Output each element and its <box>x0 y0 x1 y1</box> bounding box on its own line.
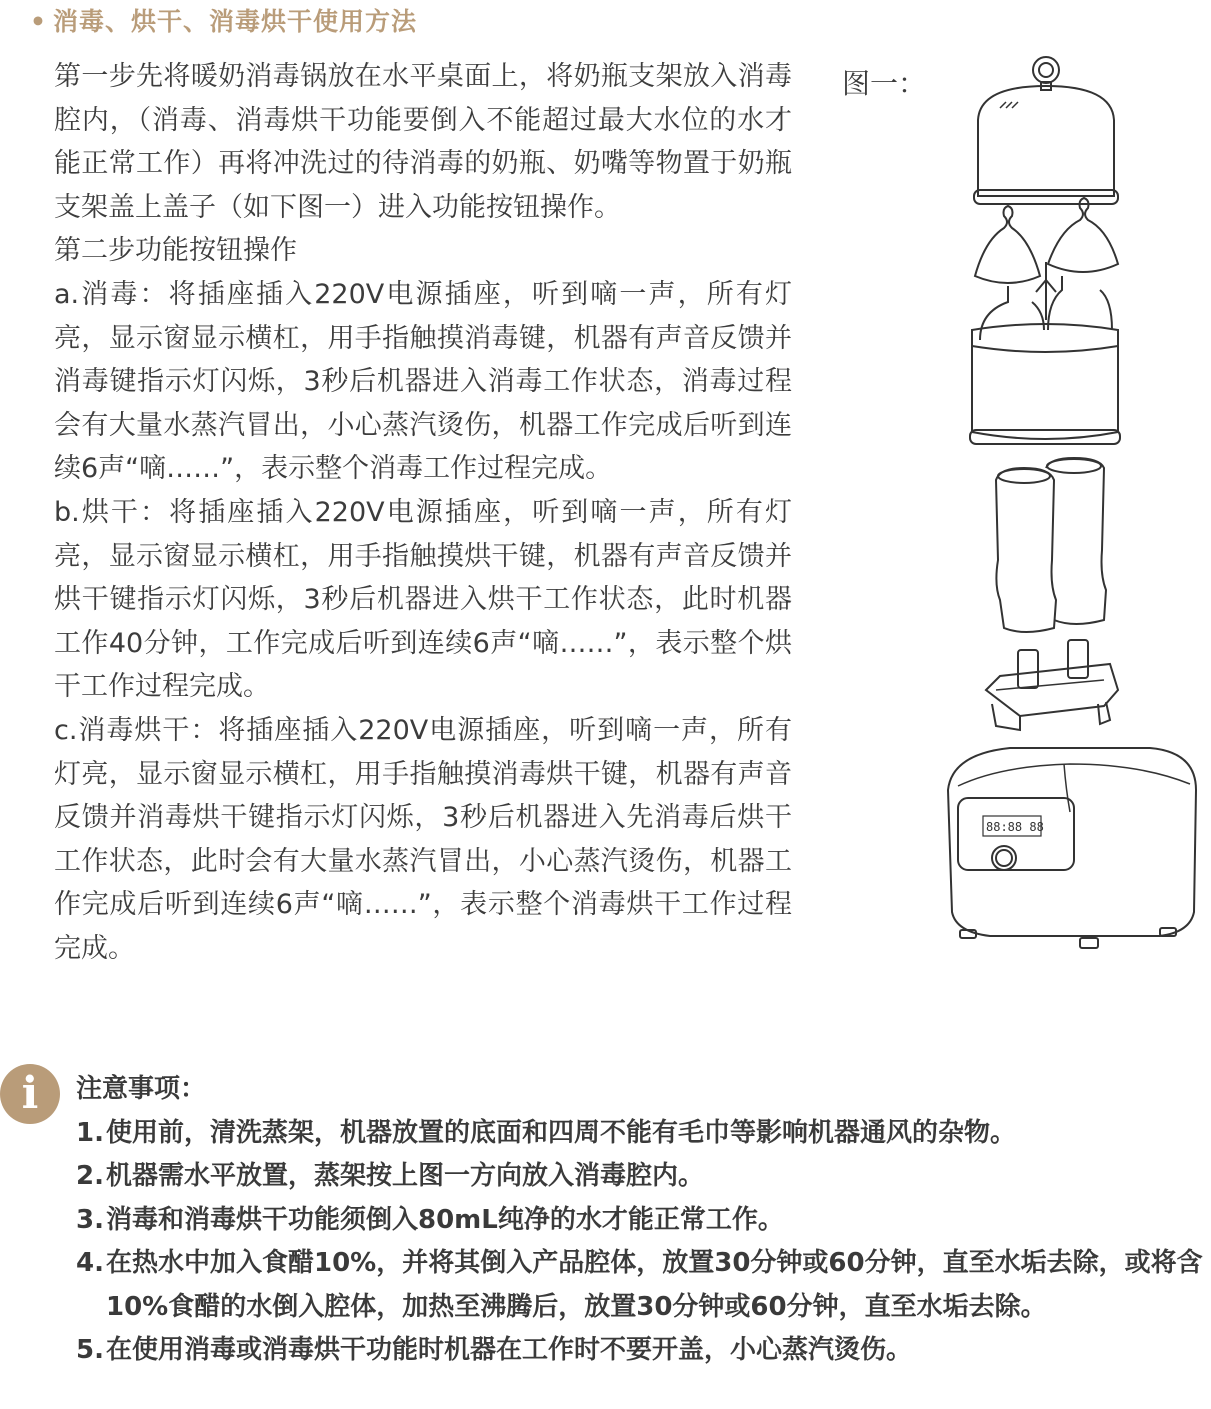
display-readout: 88:88 88 <box>986 820 1044 834</box>
notes-list <box>76 1112 1211 1373</box>
note-text: 使用前，清洗蒸架，机器放置的底面和四周不能有毛巾等影响机器通风的杂物。 <box>106 1117 1017 1148</box>
note-text: 机器需水平放置，蒸架按上图一方向放入消毒腔内。 <box>106 1161 705 1191</box>
note-item <box>76 1199 1211 1243</box>
step-one-paragraph: 第一步先将暖奶消毒锅放在水平桌面上，将奶瓶支架放入消毒腔内，（消毒、消毒烘干功能要倒入不能超过最大水位的水才能正常工作）再将冲洗过的待消毒的奶瓶、奶嘴等物置于奶瓶支架盖上盖子（如下图一）进入功能按钮操作。 <box>54 61 792 223</box>
note-text: 消毒和消毒烘干功能须倒入80mL纯净的水才能正常工作。 <box>106 1204 784 1235</box>
sterilizer-exploded-illustration <box>940 50 1211 960</box>
note-item <box>76 1329 1211 1373</box>
note-number: 2. <box>76 1161 104 1191</box>
mode-b-dry: b.烘干：将插座插入220V电源插座，听到嘀一声，所有灯亮，显示窗显示横杠，用手指触摸烘干键，机器有声音反馈并烘干键指示灯闪烁，3秒后机器进入烘干工作状态，此时机器工作40分钟，工作完成后听到连续6声“嘀……”，表示整个烘干工作过程完成。 <box>54 496 792 703</box>
note-number: 5. <box>76 1335 104 1365</box>
section-heading <box>30 2 417 38</box>
note-number: 1. <box>76 1117 104 1148</box>
bottles-rack-illustration <box>970 198 1120 444</box>
mode-c-disinfect-dry: c.消毒烘干：将插座插入220V电源插座，听到嘀一声，所有灯亮，显示窗显示横杠，用手指触摸消毒烘干键，机器有声音反馈并消毒烘干键指示灯闪烁，3秒后机器进入先消毒后烘干工作状态，此时会有大量水蒸汽冒出，小心蒸汽烫伤，机器工作完成后听到连续6声“嘀……”，表示整个消毒烘干工作过程完成。 <box>54 714 792 964</box>
note-number: 3. <box>76 1204 104 1235</box>
note-text: 在热水中加入食醋10%，并将其倒入产品腔体，放置30分钟或60分钟，直至水垢去除，或将含10%食醋的水倒入腔体，加热至沸腾后，放置30分钟或60分钟，直至水垢去除。 <box>106 1248 1203 1322</box>
step-two-title: 第二步功能按钮操作 <box>54 235 297 267</box>
lid-illustration <box>974 57 1118 204</box>
tray-illustration <box>986 640 1118 730</box>
mode-a-disinfect: a.消毒：将插座插入220V电源插座，听到嘀一声，所有灯亮，显示窗显示横杠，用手指触摸消毒键，机器有声音反馈并消毒键指示灯闪烁，3秒后机器进入消毒工作状态，消毒过程会有大量水蒸汽冒出，小心蒸汽烫伤，机器工作完成后听到连续6声“嘀……”，表示整个消毒工作过程完成。 <box>54 278 792 485</box>
notes-section <box>76 1068 1211 1373</box>
note-text: 在使用消毒或消毒烘干功能时机器在工作时不要开盖，小心蒸汽烫伤。 <box>106 1335 913 1365</box>
note-item <box>76 1112 1211 1156</box>
info-icon: i <box>0 1064 60 1124</box>
heading-text: 消毒、烘干、消毒烘干使用方法 <box>52 7 417 36</box>
note-item <box>76 1242 1211 1329</box>
note-item <box>76 1155 1211 1199</box>
note-number: 4. <box>76 1248 104 1278</box>
heading-bullet: • <box>30 7 47 36</box>
figure-label: 图一： <box>842 67 927 100</box>
instructions-body <box>54 55 792 970</box>
heater-cups-illustration <box>996 458 1106 632</box>
notes-title: 注意事项： <box>76 1074 207 1104</box>
base-machine-illustration <box>948 748 1196 948</box>
